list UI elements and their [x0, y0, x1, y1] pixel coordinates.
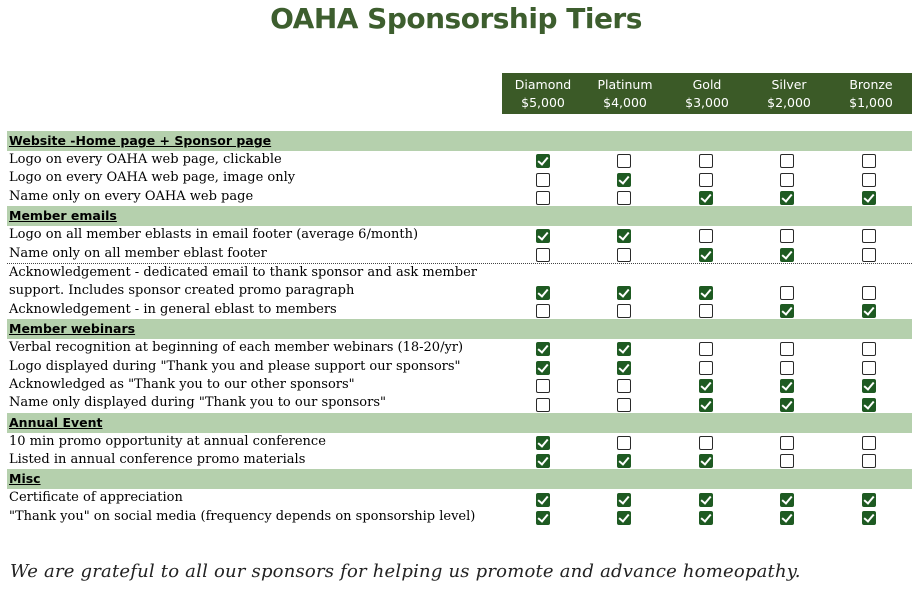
- unchecked-box-icon[interactable]: [780, 154, 794, 168]
- tier-silver: [748, 73, 830, 114]
- checked-box-icon[interactable]: [699, 286, 713, 300]
- unchecked-box-icon[interactable]: [862, 286, 876, 300]
- benefit-label: Logo displayed during "Thank you and please support our sponsors": [9, 358, 461, 374]
- unchecked-box-icon[interactable]: [699, 154, 713, 168]
- section-header: [7, 469, 912, 489]
- unchecked-box-icon[interactable]: [536, 304, 550, 318]
- unchecked-box-icon[interactable]: [536, 191, 550, 205]
- checked-box-icon[interactable]: [780, 379, 794, 393]
- unchecked-box-icon[interactable]: [617, 248, 631, 262]
- benefit-row: [7, 188, 912, 206]
- benefit-row: [7, 451, 912, 469]
- benefit-label: Verbal recognition at beginning of each member webinars (18-20/yr): [9, 340, 464, 356]
- benefit-label: Name only displayed during "Thank you to our sponsors": [9, 395, 386, 411]
- unchecked-box-icon[interactable]: [699, 304, 713, 318]
- section-header: [7, 413, 912, 433]
- checked-box-icon[interactable]: [536, 436, 550, 450]
- tier-name: Bronze: [849, 77, 893, 92]
- checked-box-icon[interactable]: [699, 191, 713, 205]
- benefit-row: [7, 245, 912, 264]
- tier-price: $4,000: [603, 95, 647, 110]
- checked-box-icon[interactable]: [536, 286, 550, 300]
- checked-box-icon[interactable]: [862, 379, 876, 393]
- checked-box-icon[interactable]: [617, 342, 631, 356]
- unchecked-box-icon[interactable]: [862, 361, 876, 375]
- benefit-row: [7, 264, 912, 301]
- checked-box-icon[interactable]: [862, 398, 876, 412]
- checked-box-icon[interactable]: [780, 398, 794, 412]
- unchecked-box-icon[interactable]: [617, 436, 631, 450]
- checked-box-icon[interactable]: [536, 511, 550, 525]
- checked-box-icon[interactable]: [699, 379, 713, 393]
- benefit-label: "Thank you" on social media (frequency depends on sponsorship level): [9, 508, 476, 524]
- unchecked-box-icon[interactable]: [617, 304, 631, 318]
- unchecked-box-icon[interactable]: [780, 229, 794, 243]
- checked-box-icon[interactable]: [699, 248, 713, 262]
- tier-bronze: [830, 73, 912, 114]
- benefit-label: Acknowledgement - dedicated email to thank sponsor and ask member: [9, 264, 477, 280]
- unchecked-box-icon[interactable]: [699, 342, 713, 356]
- checked-box-icon[interactable]: [862, 493, 876, 507]
- benefit-row: [7, 358, 912, 376]
- unchecked-box-icon[interactable]: [780, 286, 794, 300]
- unchecked-box-icon[interactable]: [862, 173, 876, 187]
- checked-box-icon[interactable]: [780, 511, 794, 525]
- section-header: [7, 206, 912, 226]
- section-label: Misc: [9, 471, 41, 487]
- footer-message: We are grateful to all our sponsors for helping us promote and advance homeopathy.: [10, 561, 801, 582]
- tier-diamond: [502, 73, 584, 114]
- checked-box-icon[interactable]: [536, 493, 550, 507]
- benefit-label: Certificate of appreciation: [9, 490, 183, 506]
- benefit-label: Logo on every OAHA web page, image only: [9, 170, 296, 186]
- unchecked-box-icon[interactable]: [862, 154, 876, 168]
- checked-box-icon[interactable]: [699, 454, 713, 468]
- checked-box-icon[interactable]: [536, 342, 550, 356]
- unchecked-box-icon[interactable]: [536, 398, 550, 412]
- benefit-label: Name only on all member eblast footer: [9, 245, 267, 261]
- checked-box-icon[interactable]: [862, 304, 876, 318]
- unchecked-box-icon[interactable]: [536, 173, 550, 187]
- checked-box-icon[interactable]: [536, 229, 550, 243]
- tier-platinum: [584, 73, 666, 114]
- benefit-row: [7, 394, 912, 412]
- unchecked-box-icon[interactable]: [780, 342, 794, 356]
- section-header: [7, 131, 912, 151]
- benefit-row: [7, 489, 912, 507]
- unchecked-box-icon[interactable]: [617, 398, 631, 412]
- unchecked-box-icon[interactable]: [699, 229, 713, 243]
- unchecked-box-icon[interactable]: [862, 248, 876, 262]
- benefit-label: Logo on every OAHA web page, clickable: [9, 152, 282, 167]
- tier-name: Silver: [771, 77, 807, 92]
- tier-price: $3,000: [685, 95, 729, 110]
- unchecked-box-icon[interactable]: [699, 361, 713, 375]
- benefit-row: [7, 376, 912, 394]
- checked-box-icon[interactable]: [536, 454, 550, 468]
- checked-box-icon[interactable]: [699, 398, 713, 412]
- checked-box-icon[interactable]: [617, 454, 631, 468]
- tier-price: $5,000: [521, 95, 565, 110]
- unchecked-box-icon[interactable]: [780, 454, 794, 468]
- checked-box-icon[interactable]: [536, 361, 550, 375]
- benefit-label: Logo on all member eblasts in email footer (average 6/month): [9, 227, 419, 243]
- checked-box-icon[interactable]: [780, 191, 794, 205]
- unchecked-box-icon[interactable]: [780, 173, 794, 187]
- tier-price: $2,000: [767, 95, 811, 110]
- unchecked-box-icon[interactable]: [862, 436, 876, 450]
- unchecked-box-icon[interactable]: [617, 379, 631, 393]
- checked-box-icon[interactable]: [780, 304, 794, 318]
- section-header: [7, 319, 912, 339]
- tier-name: Platinum: [597, 77, 653, 92]
- benefit-label: Name only on every OAHA web page: [9, 188, 254, 204]
- checked-box-icon[interactable]: [536, 154, 550, 168]
- benefit-label: 10 min promo opportunity at annual conference: [9, 433, 326, 449]
- unchecked-box-icon[interactable]: [862, 454, 876, 468]
- benefit-row: [7, 226, 912, 244]
- section-label: Website -Home page + Sponsor page: [9, 133, 272, 148]
- unchecked-box-icon[interactable]: [617, 154, 631, 168]
- unchecked-box-icon[interactable]: [699, 173, 713, 187]
- unchecked-box-icon[interactable]: [536, 248, 550, 262]
- checked-box-icon[interactable]: [617, 286, 631, 300]
- benefit-row: [7, 151, 912, 169]
- unchecked-box-icon[interactable]: [780, 436, 794, 450]
- checked-box-icon[interactable]: [862, 511, 876, 525]
- benefit-label: Acknowledgement - in general eblast to members: [9, 301, 337, 317]
- checked-box-icon[interactable]: [780, 493, 794, 507]
- benefit-row: [7, 433, 912, 451]
- benefit-row: [7, 508, 912, 526]
- sponsorship-table: [7, 131, 912, 526]
- checked-box-icon[interactable]: [699, 493, 713, 507]
- checked-box-icon[interactable]: [862, 191, 876, 205]
- tier-header: [502, 73, 912, 114]
- checked-box-icon[interactable]: [617, 361, 631, 375]
- checked-box-icon[interactable]: [617, 229, 631, 243]
- checked-box-icon[interactable]: [617, 493, 631, 507]
- section-label: Member webinars: [9, 321, 136, 337]
- benefit-label: Acknowledged as "Thank you to our other sponsors": [9, 376, 355, 392]
- tier-price: $1,000: [849, 95, 893, 110]
- tier-gold: [666, 73, 748, 114]
- unchecked-box-icon[interactable]: [536, 379, 550, 393]
- section-label: Member emails: [9, 208, 117, 224]
- unchecked-box-icon[interactable]: [699, 436, 713, 450]
- checked-box-icon[interactable]: [617, 511, 631, 525]
- unchecked-box-icon[interactable]: [617, 191, 631, 205]
- benefit-label: Listed in annual conference promo materials: [9, 452, 306, 468]
- checked-box-icon[interactable]: [780, 248, 794, 262]
- checked-box-icon[interactable]: [699, 511, 713, 525]
- unchecked-box-icon[interactable]: [862, 342, 876, 356]
- benefit-label: support. Includes sponsor created promo paragraph: [9, 283, 355, 299]
- unchecked-box-icon[interactable]: [862, 229, 876, 243]
- section-label: Annual Event: [9, 414, 103, 430]
- benefit-row: [7, 339, 912, 357]
- page-title: OAHA Sponsorship Tiers: [270, 2, 642, 35]
- tier-name: Diamond: [514, 77, 572, 92]
- checked-box-icon[interactable]: [617, 173, 631, 187]
- benefit-row: [7, 301, 912, 319]
- benefit-row: [7, 169, 912, 187]
- unchecked-box-icon[interactable]: [780, 361, 794, 375]
- tier-name: Gold: [692, 77, 722, 92]
